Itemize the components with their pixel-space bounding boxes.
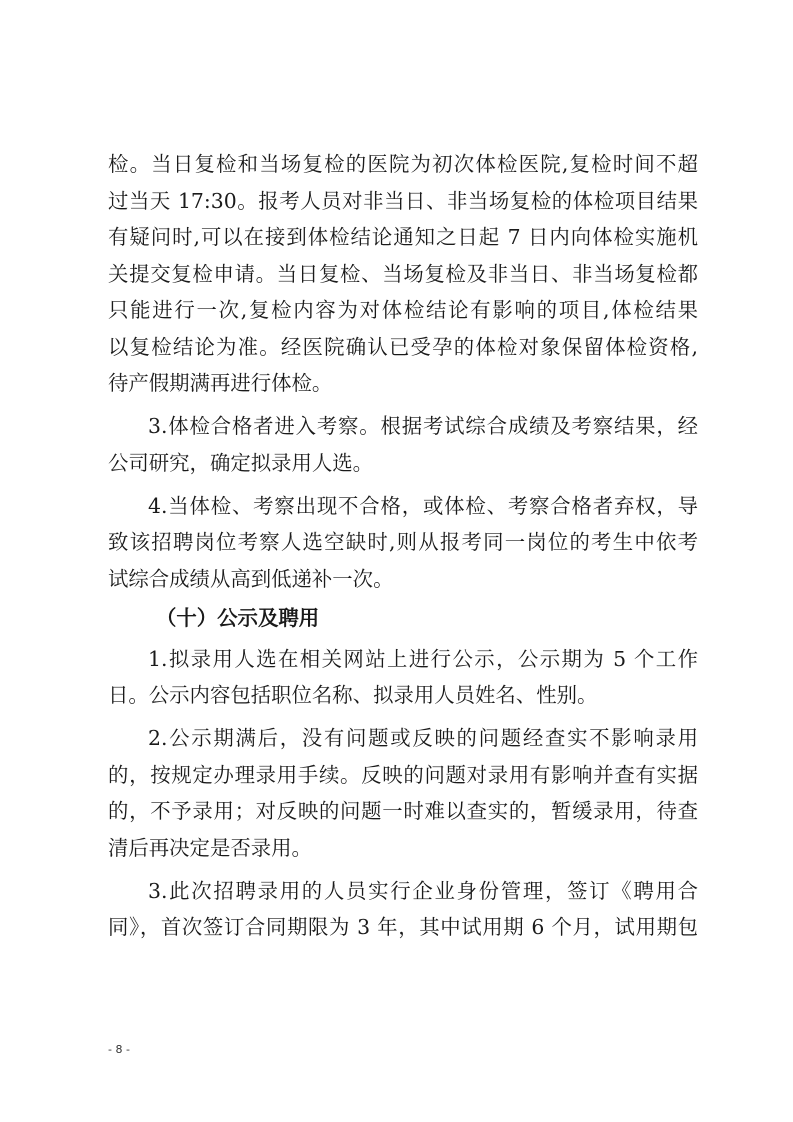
body-text-line: 检。当日复检和当场复检的医院为初次体检医院,复检时间不超: [108, 152, 698, 176]
paragraph-item-3b: 3.此次招聘录用的人员实行企业身份管理，签订《聘用合: [148, 879, 698, 903]
body-text-line: 致该招聘岗位考察人选空缺时,则从报考同一岗位的考生中依考: [108, 530, 698, 554]
page-number: - 8 -: [108, 1043, 130, 1056]
paragraph-item-1: 1.拟录用人选在相关网站上进行公示，公示期为 5 个工作: [148, 647, 698, 671]
body-text-line: 日。公示内容包括职位名称、拟录用人员姓名、性别。: [108, 683, 598, 707]
body-text-line: 以复检结论为准。经医院确认已受孕的体检对象保留体检资格,: [108, 335, 698, 359]
body-text-line: 试综合成绩从高到低递补一次。: [108, 567, 394, 591]
section-heading: （十）公示及聘用: [156, 606, 320, 630]
body-text-line: 关提交复检申请。当日复检、当场复检及非当日、非当场复检都: [108, 262, 698, 286]
paragraph-item-4: 4.当体检、考察出现不合格，或体检、考察合格者弃权，导: [148, 494, 698, 518]
body-text-line: 同》，首次签订合同期限为 3 年，其中试用期 6 个月，试用期包: [108, 915, 698, 939]
body-text-line: 只能进行一次,复检内容为对体检结论有影响的项目,体检结果: [108, 298, 698, 322]
body-text-line: 过当天 17:30。报考人员对非当日、非当场复检的体检项目结果: [108, 189, 698, 213]
body-text-line: 的，按规定办理录用手续。反映的问题对录用有影响并查有实据: [108, 763, 698, 787]
body-text-line: 公司研究，确定拟录用人选。: [108, 451, 374, 475]
paragraph-item-2: 2.公示期满后，没有问题或反映的问题经查实不影响录用: [148, 726, 698, 750]
paragraph-item-3: 3.体检合格者进入考察。根据考试综合成绩及考察结果，经: [148, 414, 698, 438]
body-text-line: 待产假期满再进行体检。: [108, 371, 333, 395]
body-text-line: 有疑问时,可以在接到体检结论通知之日起 7 日内向体检实施机: [108, 225, 698, 249]
body-text-line: 清后再决定是否录用。: [108, 836, 312, 860]
body-text-line: 的，不予录用；对反映的问题一时难以查实的，暂缓录用，待查: [108, 799, 698, 823]
